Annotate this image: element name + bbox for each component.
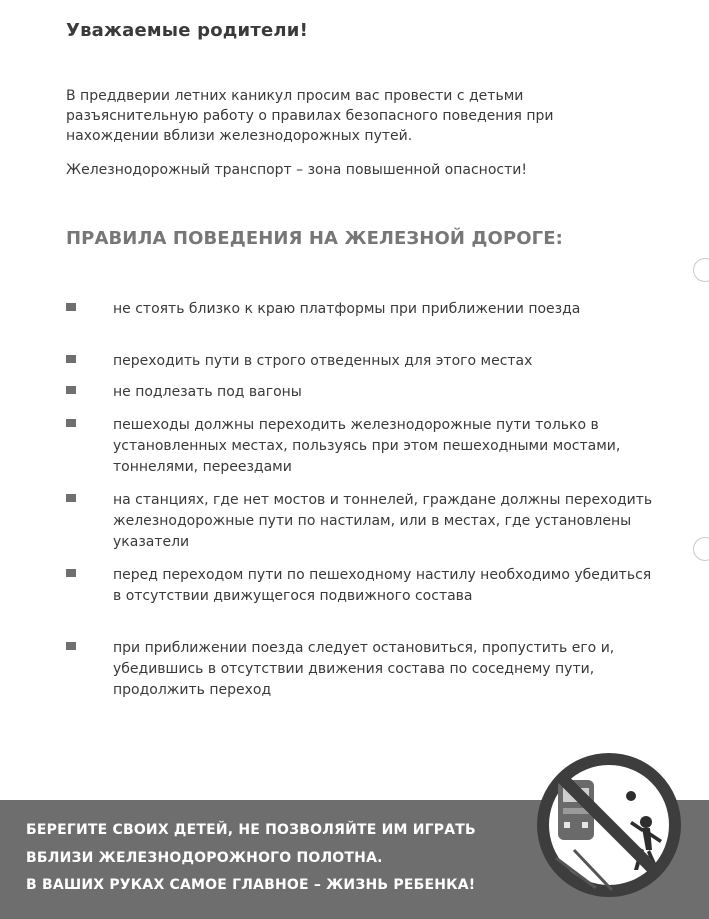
square-bullet-icon: [66, 494, 76, 502]
square-bullet-icon: [66, 569, 76, 577]
square-bullet-icon: [66, 419, 76, 427]
rule-text: перед переходом пути по пешеходному настилу необходимо убедиться в отсутствии движущегося подвижного состава: [113, 567, 652, 604]
banner-line-1: БЕРЕГИТЕ СВОИХ ДЕТЕЙ, НЕ ПОЗВОЛЯЙТЕ ИМ ИГРАТЬ: [26, 822, 476, 838]
rule-text: не подлезать под вагоны: [113, 384, 302, 400]
square-bullet-icon: [66, 386, 76, 394]
prohibition-sign-icon: [534, 750, 684, 900]
banner-line-2: ВБЛИЗИ ЖЕЛЕЗНОДОРОЖНОГО ПОЛОТНА.: [26, 850, 383, 866]
intro-paragraph: В преддверии летних каникул просим вас провести с детьми разъяснительную работу о правилах безопасного поведения при нахождении вблизи железнодорожных путей.: [66, 88, 554, 144]
square-bullet-icon: [66, 355, 76, 363]
rule-text: пешеходы должны переходить железнодорожные пути только в установленных местах, пользуясь при этом пешеходными мостами, тоннелями, переездами: [113, 417, 621, 475]
rule-text: не стоять близко к краю платформы при приближении поезда: [113, 301, 581, 317]
greeting-heading: Уважаемые родители!: [66, 20, 308, 41]
rule-text: переходить пути в строго отведенных для этого местах: [113, 353, 533, 369]
rules-title: ПРАВИЛА ПОВЕДЕНИЯ НА ЖЕЛЕЗНОЙ ДОРОГЕ:: [66, 228, 563, 249]
rule-text: при приближении поезда следует остановиться, пропустить его и, убедившись в отсутствии движения состава по соседнему пути, продолжить переход: [113, 640, 615, 698]
rule-text: на станциях, где нет мостов и тоннелей, граждане должны переходить железнодорожные пути по настилам, или в местах, где установлены указатели: [113, 492, 653, 550]
warning-text: Железнодорожный транспорт – зона повышенной опасности!: [66, 162, 527, 178]
banner-line-3: В ВАШИХ РУКАХ САМОЕ ГЛАВНОЕ – ЖИЗНЬ РЕБЕНКА!: [26, 877, 476, 893]
square-bullet-icon: [66, 642, 76, 650]
square-bullet-icon: [66, 303, 76, 311]
